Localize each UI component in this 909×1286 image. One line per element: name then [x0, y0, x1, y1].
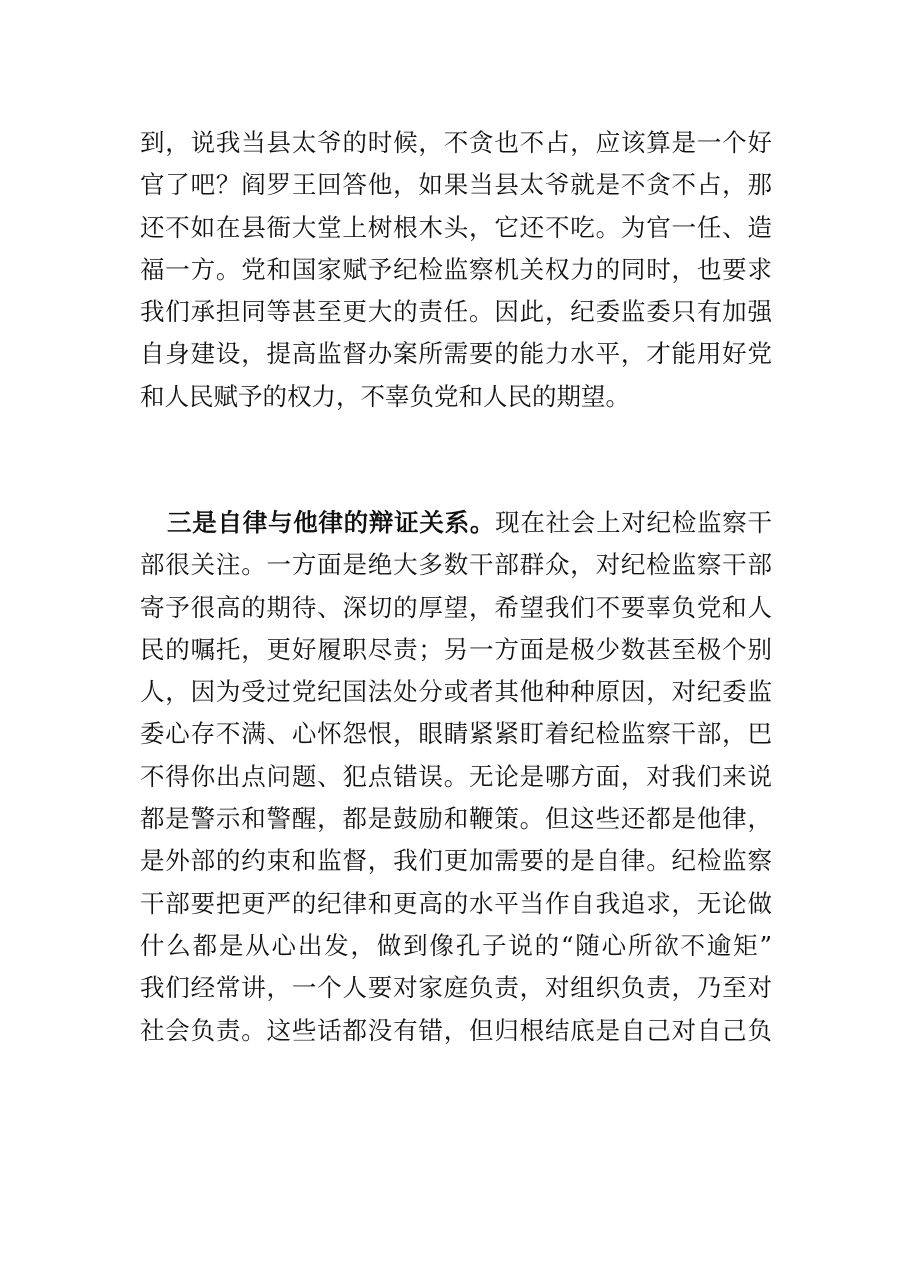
paragraph-last-line: 和人民赋予的权力，不辜负党和人民的期望。 — [140, 381, 630, 411]
paragraph-line: 民的嘱托，更好履职尽责；另一方面是极少数甚至极个别 — [140, 634, 772, 664]
paragraph-line: 我们经常讲，一个人要对家庭负责，对组织负责，乃至对 — [140, 973, 772, 1003]
paragraph-line: 委心存不满、心怀怨恨，眼睛紧紧盯着纪检监察干部，巴 — [140, 719, 772, 749]
paragraph-line: 福一方。党和国家赋予纪检监察机关权力的同时，也要求 — [140, 254, 772, 284]
paragraph-first-line — [140, 502, 772, 544]
paragraph-line: 自身建设，提高监督办案所需要的能力水平，才能用好党 — [140, 339, 772, 369]
paragraph-line: 是外部的约束和监督，我们更加需要的是自律。纪检监察 — [140, 846, 772, 876]
paragraph-line: 官了吧？阎罗王回答他，如果当县太爷就是不贪不占，那 — [140, 170, 772, 200]
paragraph-1 — [140, 122, 772, 418]
section-heading: 三是自律与他律的辩证关系。 — [167, 508, 496, 537]
paragraph-line: 人，因为受过党纪国法处分或者其他种种原因，对纪委监 — [140, 677, 772, 707]
paragraph-line: 都是警示和警醒，都是鼓励和鞭策。但这些还都是他律， — [140, 804, 772, 834]
paragraph-line: 还不如在县衙大堂上树根木头，它还不吃。为官一任、造 — [140, 212, 772, 242]
paragraph-line: 寄予很高的期待、深切的厚望，希望我们不要辜负党和人 — [140, 592, 772, 622]
paragraph-2 — [140, 502, 772, 1052]
paragraph-line: 干部要把更严的纪律和更高的水平当作自我追求，无论做 — [140, 888, 772, 918]
paragraph-line: 部很关注。一方面是绝大多数干部群众，对纪检监察干部 — [140, 550, 772, 580]
paragraph-first-line-text: 现在社会上对纪检监察干 — [495, 508, 772, 537]
paragraph-line: 什么都是从心出发，做到像孔子说的“随心所欲不逾矩” — [140, 930, 772, 960]
paragraph-line: 不得你出点问题、犯点错误。无论是哪方面，对我们来说 — [140, 761, 772, 791]
paragraph-line: 到，说我当县太爷的时候，不贪也不占，应该算是一个好 — [140, 128, 772, 157]
paragraph-line: 我们承担同等甚至更大的责任。因此，纪委监委只有加强 — [140, 297, 772, 327]
paragraph-line: 社会负责。这些话都没有错，但归根结底是自己对自己负 — [140, 1015, 772, 1045]
